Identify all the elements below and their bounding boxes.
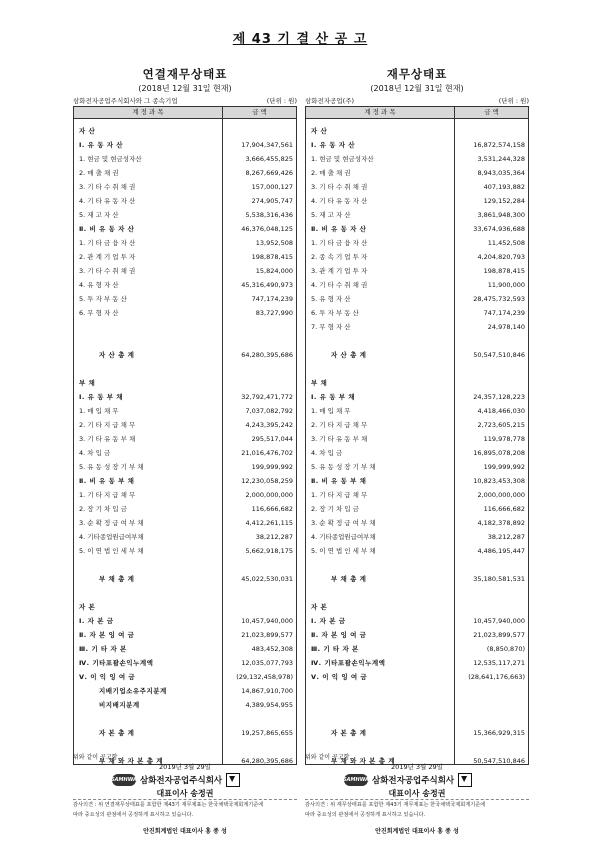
table-spacer-row: [306, 363, 528, 375]
account-label: Ⅱ. 비 유 동 부 채: [311, 477, 367, 485]
company-name: 삼화전자공업주식회사: [372, 776, 455, 786]
table-row: [74, 433, 296, 445]
account-label: 4. 기타종업원급여부채: [79, 533, 144, 541]
account-label: 부 채 총 계: [331, 575, 367, 583]
table-row: [74, 307, 296, 319]
account-label: 5. 이 연 법 인 세 부 채: [311, 547, 376, 555]
account-label: Ⅱ. 비 유 동 자 산: [311, 225, 367, 233]
account-label: Ⅳ. 기타포괄손익누계액: [311, 659, 386, 667]
announcement-date: 2019년 3월 29일: [391, 763, 443, 771]
amount-value: 16,895,078,208: [473, 449, 525, 457]
amount-value: 274,905,747: [251, 197, 293, 205]
amount-value: 16,872,574,158: [473, 141, 525, 149]
statement-date: (2018년 12월 31일 현재): [138, 84, 232, 93]
account-label: 2. 매 출 채 권: [311, 169, 351, 177]
table-row: [74, 237, 296, 249]
table-row: [306, 279, 528, 291]
account-label: 1. 매 입 채 무: [311, 407, 351, 415]
table-row: [306, 643, 528, 655]
account-label: 1. 현금 및 현금성자산: [311, 155, 374, 163]
amount-value: 157,000,127: [251, 183, 293, 191]
table-row: [74, 685, 296, 697]
table-row: [306, 223, 528, 235]
amount-value: 46,376,048,125: [241, 225, 293, 233]
amount-value: 3,666,455,825: [245, 155, 293, 163]
table-spacer-row: [74, 363, 296, 375]
amount-value: 4,204,820,793: [477, 253, 525, 261]
amount-value: 64,280,395,686: [241, 351, 293, 359]
account-label: 5. 투 자 부 동 산: [79, 295, 127, 303]
amount-value: 4,389,954,955: [245, 701, 293, 709]
amount-value: 15,366,929,315: [473, 729, 525, 737]
amount-value: 2,723,605,215: [477, 421, 525, 429]
announcement-date: 2019년 3월 29일: [159, 763, 211, 771]
unit-label: (단위 : 원): [498, 97, 529, 105]
account-label: Ⅳ. 기타포괄손익누계액: [79, 659, 154, 667]
statement-title: 재무상태표: [386, 67, 448, 81]
account-label: 4. 유 형 자 산: [79, 281, 119, 289]
account-label: 부 채: [311, 379, 328, 387]
audit-opinion: [73, 800, 297, 820]
separate-balance-sheet: [305, 66, 529, 765]
amount-value: 10,823,453,308: [473, 477, 525, 485]
table-header: [305, 106, 529, 119]
table-row: [74, 615, 296, 627]
account-label: 3. 순 확 정 급 여 부 채: [79, 519, 144, 527]
statement-table: [73, 119, 297, 765]
amount-value: 38,212,287: [255, 533, 293, 541]
notice-text: 위와 같이 공고함.: [73, 754, 120, 761]
seal-icon: [226, 773, 240, 787]
table-row: [306, 573, 528, 585]
audit-text: 위 재무상태표를 포함한 제43기 재무제표는 한국채택국제회계기준에: [330, 802, 486, 808]
table-row: [74, 265, 296, 277]
account-label: Ⅲ. 기 타 자 본: [79, 645, 127, 653]
amount-value: (28,641,176,663): [468, 673, 525, 681]
statement-date: (2018년 12월 31일 현재): [370, 84, 464, 93]
table-row: [74, 517, 296, 529]
amount-value: 24,978,140: [487, 323, 525, 331]
table-row: [306, 727, 528, 739]
account-label: 비지배지분계: [99, 701, 140, 709]
audit-label: 감사의견 :: [305, 802, 329, 808]
account-label: 2. 기 타 지 급 채 무: [79, 421, 136, 429]
table-row: [306, 517, 528, 529]
table-spacer-row: [306, 699, 528, 711]
table-row: [74, 573, 296, 585]
table-row: [74, 279, 296, 291]
account-label: Ⅴ. 이 익 잉 여 금: [311, 673, 368, 681]
amount-value: 2,000,000,000: [477, 491, 525, 499]
account-label: 6. 투 자 부 동 산: [311, 309, 359, 317]
amount-value: 4,486,195,447: [477, 547, 525, 555]
account-label: 5. 유 형 자 산: [311, 295, 351, 303]
amount-value: 5,662,918,175: [245, 547, 293, 555]
table-row: [306, 377, 528, 389]
company-name: 삼화전자공업주식회사: [140, 776, 223, 786]
table-row: [74, 657, 296, 669]
table-row: [74, 251, 296, 263]
amount-value: 15,824,000: [255, 267, 293, 275]
amount-value: 11,452,508: [487, 239, 525, 247]
audit-text: 위 연결재무상태표를 포함한 제43기 재무제표는 한국채택국제회계기준에: [98, 802, 264, 808]
table-row: [74, 531, 296, 543]
amount-value: 5,538,316,436: [245, 211, 293, 219]
table-row: [306, 615, 528, 627]
table-row: [306, 391, 528, 403]
account-label: 5. 유 동 성 장 기 부 채: [311, 463, 376, 471]
amount-value: 17,904,347,561: [241, 141, 293, 149]
account-label: 부 채 총 계: [99, 575, 135, 583]
amount-value: 11,900,000: [487, 281, 525, 289]
ceo-name: 대표이사 송정권: [156, 789, 214, 798]
account-label: 5. 재 고 자 산: [311, 211, 351, 219]
table-row: [306, 125, 528, 137]
entity-name: 삼화전자공업주식회사와 그 종속기업: [73, 97, 178, 105]
table-row: [74, 139, 296, 151]
table-row: [306, 601, 528, 613]
account-label: 자 본: [311, 603, 328, 611]
amount-value: 4,243,395,242: [245, 421, 293, 429]
account-label: 4. 기타종업원급여부채: [311, 533, 376, 541]
statement-table: [305, 119, 529, 765]
account-label: 3. 기 타 유 동 부 채: [79, 435, 136, 443]
account-label: 자 산: [311, 127, 328, 135]
auditor-name: 안진회계법인 대표이사 홍 종 성: [375, 828, 459, 835]
table-row: [74, 377, 296, 389]
amount-value: 28,475,732,593: [473, 295, 525, 303]
account-label: 자 본 총 계: [99, 729, 135, 737]
table-row: [74, 503, 296, 515]
account-label: Ⅰ. 자 본 금: [79, 617, 114, 625]
amount-value: 129,152,284: [483, 197, 525, 205]
table-row: [306, 531, 528, 543]
account-label: 1. 매 입 채 무: [79, 407, 119, 415]
amount-value: 10,457,940,000: [473, 617, 525, 625]
amount-value: 119,978,778: [483, 435, 525, 443]
amount-value: 64,280,395,686: [241, 757, 293, 765]
table-row: [306, 545, 528, 557]
account-label: 4. 기 타 유 동 자 산: [79, 197, 136, 205]
notice-text: 위와 같이 공고함.: [305, 754, 352, 761]
amount-value: 407,193,882: [483, 183, 525, 191]
table-spacer-row: [306, 713, 528, 725]
account-label: 자 산 총 계: [331, 351, 367, 359]
table-row: [306, 503, 528, 515]
header-amount: 금 액: [252, 108, 267, 116]
amount-value: 4,182,378,892: [477, 519, 525, 527]
amount-value: 50,547,510,846: [473, 351, 525, 359]
account-label: 자 산 총 계: [99, 351, 135, 359]
table-row: [306, 209, 528, 221]
account-label: 3. 기 타 수 취 채 권: [79, 183, 136, 191]
account-label: Ⅱ. 비 유 동 부 채: [79, 477, 135, 485]
account-label: 3. 기 타 수 취 채 권: [79, 267, 136, 275]
table-row: [74, 629, 296, 641]
table-row: [74, 195, 296, 207]
table-spacer-row: [306, 587, 528, 599]
statement-title: 연결재무상태표: [142, 67, 228, 81]
header-amount: 금 액: [484, 108, 499, 116]
account-label: Ⅲ. 기 타 자 본: [311, 645, 359, 653]
table-spacer-row: [74, 587, 296, 599]
account-label: Ⅴ. 이 익 잉 여 금: [79, 673, 136, 681]
amount-value: 483,452,308: [251, 645, 293, 653]
amount-value: 33,674,936,688: [473, 225, 525, 233]
table-row: [74, 293, 296, 305]
table-row: [74, 727, 296, 739]
table-row: [306, 265, 528, 277]
account-label: 2. 장 기 차 입 금: [311, 505, 359, 513]
amount-value: 38,212,287: [487, 533, 525, 541]
amount-value: 8,943,035,364: [477, 169, 525, 177]
amount-value: 12,230,058,259: [241, 477, 293, 485]
table-spacer-row: [306, 559, 528, 571]
amount-value: 198,878,415: [483, 267, 525, 275]
table-row: [74, 405, 296, 417]
account-label: Ⅰ. 유 동 자 산: [79, 141, 124, 149]
table-row: [306, 489, 528, 501]
amount-value: 4,412,261,115: [245, 519, 293, 527]
account-label: Ⅰ. 유 동 부 채: [311, 393, 356, 401]
table-row: [74, 461, 296, 473]
account-label: 1. 기 타 지 급 채 무: [79, 491, 136, 499]
header-account: 계 정 과 목: [306, 107, 455, 118]
table-row: [74, 489, 296, 501]
account-label: 1. 현금 및 현금성자산: [79, 155, 142, 163]
table-spacer-row: [306, 685, 528, 697]
account-label: 부 채: [79, 379, 96, 387]
consolidated-balance-sheet: [73, 66, 297, 765]
table-row: [306, 167, 528, 179]
table-row: [74, 601, 296, 613]
amount-value: 10,457,940,000: [241, 617, 293, 625]
table-spacer-row: [74, 335, 296, 347]
table-spacer-row: [74, 713, 296, 725]
account-label: 1. 기 타 금 융 자 산: [311, 239, 368, 247]
table-row: [74, 209, 296, 221]
account-label: 2. 관 계 기 업 투 자: [79, 253, 136, 261]
account-label: 1. 기 타 지 급 채 무: [311, 491, 368, 499]
company-logo: SAMHWA: [112, 774, 136, 786]
amount-value: 8,267,669,426: [245, 169, 293, 177]
account-label: 4. 차 입 금: [79, 449, 111, 457]
table-row: [74, 475, 296, 487]
audit-opinion: [305, 800, 529, 820]
amount-value: 116,666,682: [251, 505, 293, 513]
table-row: [306, 475, 528, 487]
amount-value: 199,999,992: [251, 463, 293, 471]
amount-value: 32,792,471,772: [241, 393, 293, 401]
table-row: [306, 461, 528, 473]
amount-value: (29,132,458,978): [236, 673, 293, 681]
table-row: [306, 237, 528, 249]
account-label: 3. 관 계 기 업 투 자: [311, 267, 368, 275]
account-label: 자 산: [79, 127, 96, 135]
account-label: 5. 이 연 법 인 세 부 채: [79, 547, 144, 555]
account-label: 6. 무 형 자 산: [79, 309, 119, 317]
table-row: [306, 293, 528, 305]
account-label: 지배기업소유주지분계: [99, 687, 167, 695]
account-label: 3. 기 타 수 취 채 권: [311, 183, 368, 191]
account-label: 5. 유 동 성 장 기 부 채: [79, 463, 144, 471]
account-label: 2. 종 속 기 업 투 자: [311, 253, 368, 261]
seal-icon: [458, 773, 472, 787]
table-spacer-row: [74, 321, 296, 333]
table-row: [306, 433, 528, 445]
table-row: [74, 153, 296, 165]
table-row: [306, 153, 528, 165]
company-logo: SAMHWA: [344, 774, 368, 786]
account-label: 부 채 와 자 본 총 계: [99, 757, 164, 765]
table-row: [306, 307, 528, 319]
table-row: [74, 419, 296, 431]
entity-name: 삼화전자공업(주): [305, 97, 355, 105]
account-label: 3. 기 타 유 동 부 채: [311, 435, 368, 443]
table-row: [74, 125, 296, 137]
header-account: 계 정 과 목: [74, 107, 223, 118]
amount-value: 747,174,239: [483, 309, 525, 317]
account-label: Ⅰ. 유 동 자 산: [311, 141, 356, 149]
auditor-name: 안진회계법인 대표이사 홍 종 성: [143, 828, 227, 835]
table-row: [306, 349, 528, 361]
table-row: [306, 321, 528, 333]
table-row: [74, 181, 296, 193]
amount-value: 35,180,581,531: [473, 575, 525, 583]
company-block: [112, 773, 240, 787]
account-label: 3. 순 확 정 급 여 부 채: [311, 519, 376, 527]
table-row: [74, 447, 296, 459]
table-row: [306, 671, 528, 683]
amount-value: 3,861,948,300: [477, 211, 525, 219]
amount-value: 3,531,244,328: [477, 155, 525, 163]
account-label: 4. 기 타 수 취 채 권: [311, 281, 368, 289]
account-label: Ⅰ. 자 본 금: [311, 617, 346, 625]
account-label: 2. 기 타 지 급 채 무: [311, 421, 368, 429]
audit-text-line2: 따라 중요성의 관점에서 공정하게 표시하고 있습니다.: [305, 812, 426, 818]
table-row: [74, 391, 296, 403]
account-label: Ⅱ. 자 본 잉 여 금: [311, 631, 367, 639]
amount-value: 19,257,865,655: [241, 729, 293, 737]
table-row: [306, 139, 528, 151]
amount-value: 24,357,128,223: [473, 393, 525, 401]
account-label: Ⅱ. 자 본 잉 여 금: [79, 631, 135, 639]
table-row: [74, 545, 296, 557]
table-row: [306, 629, 528, 641]
unit-label: (단위 : 원): [266, 97, 297, 105]
table-row: [74, 349, 296, 361]
table-row: [306, 657, 528, 669]
amount-value: 45,316,490,973: [241, 281, 293, 289]
table-row: [306, 195, 528, 207]
account-label: 2. 장 기 차 입 금: [79, 505, 127, 513]
amount-value: 83,727,990: [255, 309, 293, 317]
audit-label: 감사의견 :: [73, 802, 97, 808]
company-block: [344, 773, 472, 787]
amount-value: 13,952,508: [255, 239, 293, 247]
amount-value: 198,878,415: [251, 253, 293, 261]
amount-value: 12,035,077,793: [241, 659, 293, 667]
page-title: 제 43 기 결 산 공 고: [232, 32, 368, 47]
amount-value: 747,174,239: [251, 295, 293, 303]
account-label: 4. 차 입 금: [311, 449, 343, 457]
account-label: 2. 매 출 채 권: [79, 169, 119, 177]
table-header: [73, 106, 297, 119]
account-label: 부 채 와 자 본 총 계: [331, 757, 396, 765]
amount-value: 295,517,044: [251, 435, 293, 443]
ceo-name: 대표이사 송정권: [388, 789, 446, 798]
table-spacer-row: [74, 559, 296, 571]
account-label: 7. 무 형 자 산: [311, 323, 351, 331]
amount-value: (8,850,870): [486, 645, 525, 653]
table-row: [306, 251, 528, 263]
amount-value: 199,999,992: [483, 463, 525, 471]
table-row: [306, 447, 528, 459]
table-row: [306, 419, 528, 431]
amount-value: 21,023,899,577: [473, 631, 525, 639]
table-row: [74, 671, 296, 683]
account-label: 4. 기 타 유 동 자 산: [311, 197, 368, 205]
account-label: Ⅱ. 비 유 동 자 산: [79, 225, 135, 233]
amount-value: 21,016,476,702: [241, 449, 293, 457]
amount-value: 14,867,910,700: [241, 687, 293, 695]
amount-value: 12,535,117,271: [473, 659, 525, 667]
amount-value: 2,000,000,000: [245, 491, 293, 499]
table-row: [74, 643, 296, 655]
audit-text-line2: 따라 중요성의 관점에서 공정하게 표시하고 있습니다.: [73, 812, 194, 818]
table-row: [306, 405, 528, 417]
account-label: 1. 기 타 금 융 자 산: [79, 239, 136, 247]
amount-value: 4,418,466,030: [477, 407, 525, 415]
table-spacer-row: [306, 335, 528, 347]
table-row: [306, 181, 528, 193]
account-label: Ⅰ. 유 동 부 채: [79, 393, 124, 401]
amount-value: 21,023,899,577: [241, 631, 293, 639]
account-label: 5. 재 고 자 산: [79, 211, 119, 219]
amount-value: 116,666,682: [483, 505, 525, 513]
table-row: [74, 167, 296, 179]
amount-value: 50,547,510,846: [473, 757, 525, 765]
amount-value: 45,022,530,031: [241, 575, 293, 583]
table-row: [74, 223, 296, 235]
account-label: 자 본: [79, 603, 96, 611]
amount-value: 7,037,082,792: [245, 407, 293, 415]
table-row: [74, 699, 296, 711]
account-label: 자 본 총 계: [331, 729, 367, 737]
